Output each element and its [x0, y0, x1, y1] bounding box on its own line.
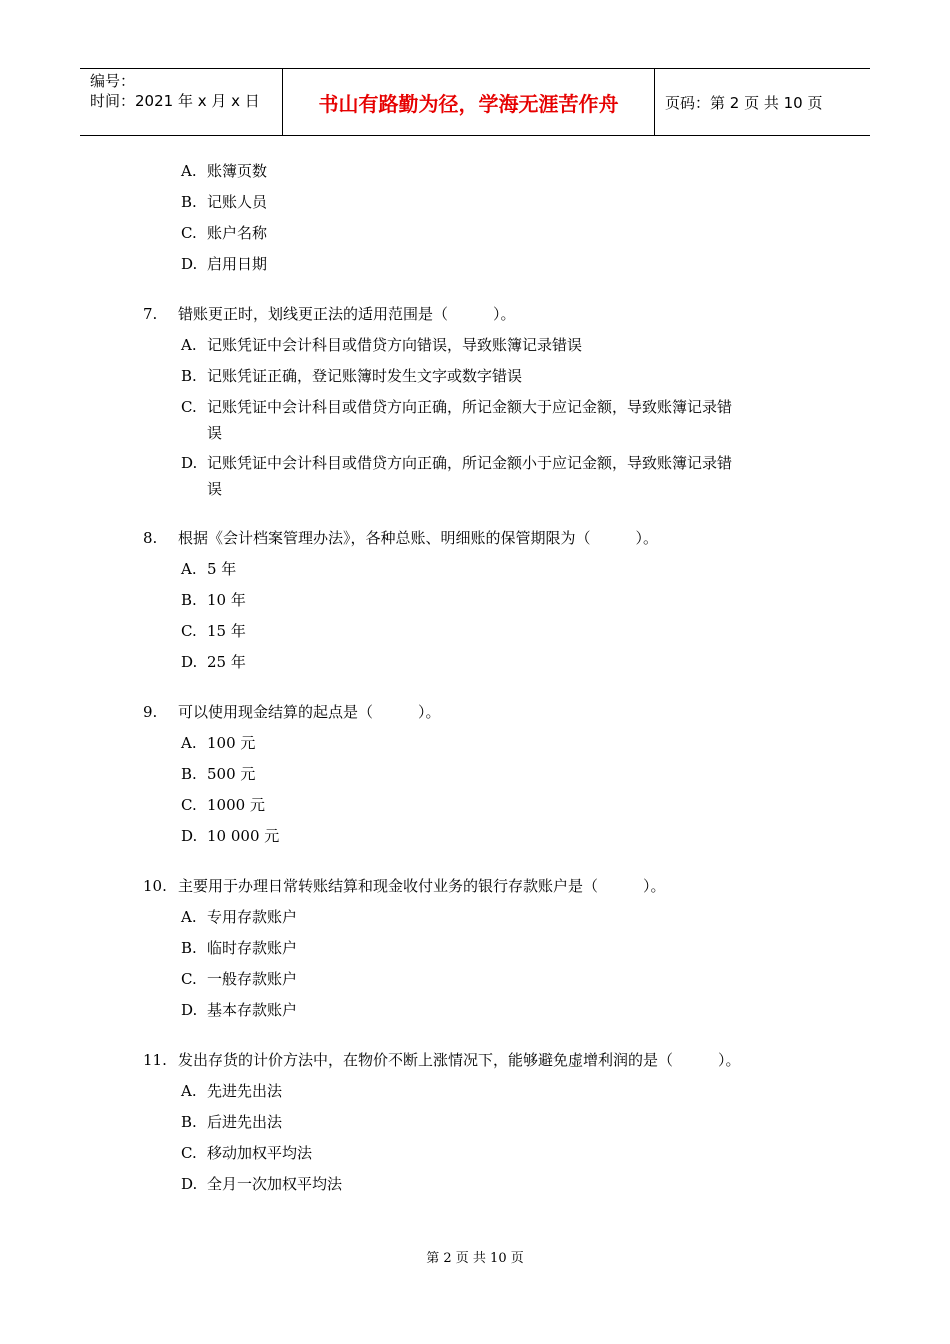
option-text: 后进先出法: [207, 1113, 283, 1131]
option-letter: D.: [181, 1175, 198, 1193]
option-text: 100 元: [207, 734, 256, 752]
question-number: 7.: [143, 305, 158, 323]
option-text: 记账凭证中会计科目或借贷方向正确，所记金额大于应记金额，导致账簿记录错: [207, 398, 733, 416]
option-letter: B.: [181, 591, 197, 609]
option-text: 记账人员: [207, 193, 268, 211]
option-text: 10 000 元: [207, 827, 280, 845]
option-text: 专用存款账户: [207, 908, 298, 926]
option-letter: B.: [181, 939, 197, 957]
option-letter: A.: [181, 1082, 197, 1100]
option-text: 临时存款账户: [207, 939, 298, 957]
question-number: 8.: [143, 529, 158, 547]
question-stem: 错账更正时，划线更正法的适用范围是（ ）。: [178, 305, 516, 323]
option-letter: D.: [181, 653, 198, 671]
option-letter: B.: [181, 765, 197, 783]
question-number: 9.: [143, 703, 158, 721]
option-letter: B.: [181, 193, 197, 211]
option-text: 先进先出法: [207, 1082, 283, 1100]
option-letter: D.: [181, 255, 198, 273]
option-letter: A.: [181, 908, 197, 926]
option-text: 15 年: [207, 622, 246, 640]
option-text: 25 年: [207, 653, 246, 671]
option-letter: C.: [181, 1144, 197, 1162]
header-motto: 书山有路勤为径，学海无涯苦作舟: [282, 69, 655, 135]
option-text: 移动加权平均法: [207, 1144, 313, 1162]
question-stem: 可以使用现金结算的起点是（ ）。: [178, 703, 441, 721]
option-text: 10 年: [207, 591, 246, 609]
question-stem: 发出存货的计价方法中，在物价不断上涨情况下，能够避免虚增利润的是（ ）。: [178, 1051, 741, 1069]
time-label: 时间：2021 年 x 月 x 日: [90, 92, 260, 110]
option-letter: A.: [181, 162, 197, 180]
option-letter: D.: [181, 827, 198, 845]
header-page-info: 页码：第 2 页 共 10 页: [665, 93, 823, 112]
option-text: 全月一次加权平均法: [207, 1175, 343, 1193]
option-letter: D.: [181, 454, 198, 472]
option-letter: B.: [181, 1113, 197, 1131]
question-number: 10.: [143, 877, 167, 895]
option-letter: A.: [181, 336, 197, 354]
option-letter: C.: [181, 796, 197, 814]
option-text: 5 年: [207, 560, 237, 578]
option-letter: A.: [181, 560, 197, 578]
option-letter: C.: [181, 970, 197, 988]
question-stem: 根据《会计档案管理办法》，各种总账、明细账的保管期限为（ ）。: [178, 529, 659, 547]
option-letter: C.: [181, 622, 197, 640]
option-text-cont: 误: [207, 424, 223, 442]
option-text: 记账凭证中会计科目或借贷方向错误，导致账簿记录错误: [207, 336, 583, 354]
question-number: 11.: [143, 1051, 167, 1069]
option-letter: D.: [181, 1001, 198, 1019]
option-text: 500 元: [207, 765, 256, 783]
option-text: 一般存款账户: [207, 970, 298, 988]
option-text: 账簿页数: [207, 162, 268, 180]
option-text: 启用日期: [207, 255, 268, 273]
option-text-cont: 误: [207, 480, 223, 498]
option-letter: C.: [181, 398, 197, 416]
question-stem: 主要用于办理日常转账结算和现金收付业务的银行存款账户是（ ）。: [178, 877, 666, 895]
option-text: 基本存款账户: [207, 1001, 298, 1019]
page-header: [80, 68, 870, 136]
page-footer: 第 2 页 共 10 页: [426, 1251, 524, 1266]
option-letter: B.: [181, 367, 197, 385]
header-meta: [80, 69, 282, 135]
option-text: 账户名称: [207, 224, 268, 242]
option-letter: A.: [181, 734, 197, 752]
code-label: 编号：: [90, 72, 136, 90]
option-letter: C.: [181, 224, 197, 242]
option-text: 1000 元: [207, 796, 265, 814]
option-text: 记账凭证中会计科目或借贷方向正确，所记金额小于应记金额，导致账簿记录错: [207, 454, 733, 472]
option-text: 记账凭证正确，登记账簿时发生文字或数字错误: [207, 367, 523, 385]
